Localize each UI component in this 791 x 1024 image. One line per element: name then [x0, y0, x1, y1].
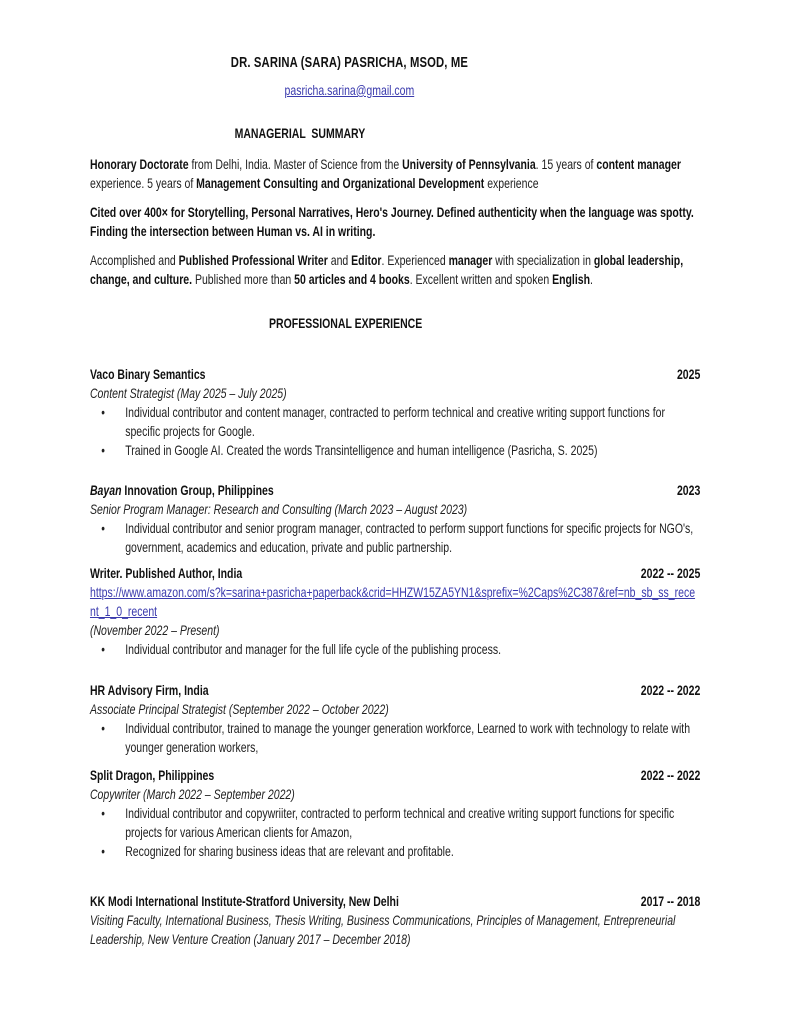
job-header-row [90, 892, 700, 911]
job-entry [90, 365, 700, 460]
text-run: . Excellent written and spoken [409, 271, 553, 287]
job-role: Associate Principal Strategist (September 2022 – October 2022) [89, 701, 389, 717]
job-entry [90, 681, 700, 757]
job-header-row [90, 564, 700, 583]
text-run: English [552, 271, 590, 287]
job-entry [90, 481, 700, 557]
text-run: 50 articles and 4 books [294, 271, 410, 287]
text-run: Accomplished and [89, 252, 179, 268]
job-date: 2017 -- 2018 [640, 893, 701, 909]
job-role: Visiting Faculty, International Business, Thesis Writing, Business Communications, Principles of Management, Entrepreneurial Leadership, New Venture Creation (January 2017 – December 2018) [89, 912, 676, 947]
text-run: . [589, 271, 593, 287]
text-run: experience [484, 175, 539, 191]
section-heading-managerial-summary: MANAGERIAL SUMMARY [234, 125, 366, 141]
page-title: DR. SARINA (SARA) PASRICHA, MSOD, ME [230, 54, 469, 71]
text-run: Split Dragon, Philippines [89, 767, 215, 783]
text-run: Published Professional Writer [178, 252, 328, 268]
email-link[interactable]: pasricha.sarina@gmail.com [284, 82, 415, 98]
job-date: 2023 [676, 482, 701, 498]
text-run: with specialization in [492, 252, 594, 268]
job-date: 2022 -- 2025 [640, 565, 701, 581]
text-run: manager [448, 252, 493, 268]
job-period: (November 2022 – Present) [89, 622, 220, 638]
text-run: . Experienced [381, 252, 449, 268]
resume-header [90, 53, 700, 100]
job-entry [90, 766, 700, 861]
job-entry [90, 564, 700, 659]
company-name [90, 892, 399, 911]
text-run: . 15 years of [535, 156, 597, 172]
text-run: and [327, 252, 352, 268]
bullet-item: • Recognized for sharing business ideas that are relevant and profitable. [90, 842, 700, 861]
summary-paragraphs [90, 155, 700, 289]
text-run: experience. 5 years of [89, 175, 197, 191]
text-run: content manager [596, 156, 681, 172]
bullet-item: • Individual contributor, trained to manage the younger generation workforce, Learned to work with technology to relate with younger generation workers, [90, 719, 700, 757]
publication-link[interactable]: https://www.amazon.com/s?k=sarina+pasricha+paperback&crid=HHZW15ZA5YN1&sprefix=%2Caps%2C387&ref=nb_sb_ss_recent_1_0_recent [89, 584, 696, 619]
summary-paragraph [90, 251, 700, 289]
company-name [90, 681, 209, 700]
job-date: 2022 -- 2022 [640, 682, 701, 698]
job-role: Content Strategist (May 2025 – July 2025) [89, 385, 287, 401]
company-name [90, 564, 242, 583]
text-run: Vaco Binary Semantics [89, 366, 206, 382]
text-run: University of Pennsylvania [402, 156, 536, 172]
text-run: Cited over 400× for Storytelling, Personal Narratives, Hero's Journey. Defined authenticity when the language was spotty. Finding the intersection between Human vs. AI in writing. [89, 204, 694, 239]
job-header-row [90, 766, 700, 785]
bullet-item: • Trained in Google AI. Created the words Transintelligence and human intelligence (Pasricha, S. 2025) [90, 441, 700, 460]
email-line [44, 81, 654, 100]
text-run: Innovation Group, Philippines [121, 482, 274, 498]
text-run: Honorary Doctorate [89, 156, 189, 172]
job-header-row [90, 681, 700, 700]
bullet-item: • Individual contributor and content manager, contracted to perform technical and creative writing support functions for specific projects for Google. [90, 403, 700, 441]
job-header-row [90, 481, 700, 500]
text-run: from Delhi, India. Master of Science from the [188, 156, 403, 172]
job-header-row [90, 365, 700, 384]
job-entry [90, 892, 700, 949]
job-role: Copywriter (March 2022 – September 2022) [89, 786, 295, 802]
text-run: Writer. Published Author, India [89, 565, 243, 581]
jobs-list [90, 365, 700, 949]
bullet-item: • Individual contributor and copywriiter, contracted to perform technical and creative writing support functions for specific projects for various American clients for Amazon, [90, 804, 700, 842]
summary-paragraph [90, 155, 700, 193]
job-role: Senior Program Manager: Research and Consulting (March 2023 – August 2023) [89, 501, 468, 517]
text-run: global leadership, change, and culture. [89, 252, 684, 287]
company-name [90, 481, 274, 500]
text-run: Editor [351, 252, 382, 268]
text-run: Published more than [192, 271, 295, 287]
section-heading-professional-experience: PROFESSIONAL EXPERIENCE [269, 315, 423, 331]
job-date: 2022 -- 2022 [640, 767, 701, 783]
bullet-item: • Individual contributor and senior program manager, contracted to perform support functions for specific projects for NGO's, government, academics and education, private and public partnership. [90, 519, 700, 557]
company-name [90, 365, 206, 384]
text-run: Bayan [89, 482, 122, 498]
job-date: 2025 [676, 366, 701, 382]
text-run: Management Consulting and Organizational Development [196, 175, 485, 191]
text-run: HR Advisory Firm, India [89, 682, 209, 698]
bullet-item: • Individual contributor and manager for the full life cycle of the publishing process. [90, 640, 700, 659]
company-name [90, 766, 214, 785]
summary-paragraph [90, 203, 700, 241]
text-run: KK Modi International Institute-Stratford University, New Delhi [89, 893, 399, 909]
